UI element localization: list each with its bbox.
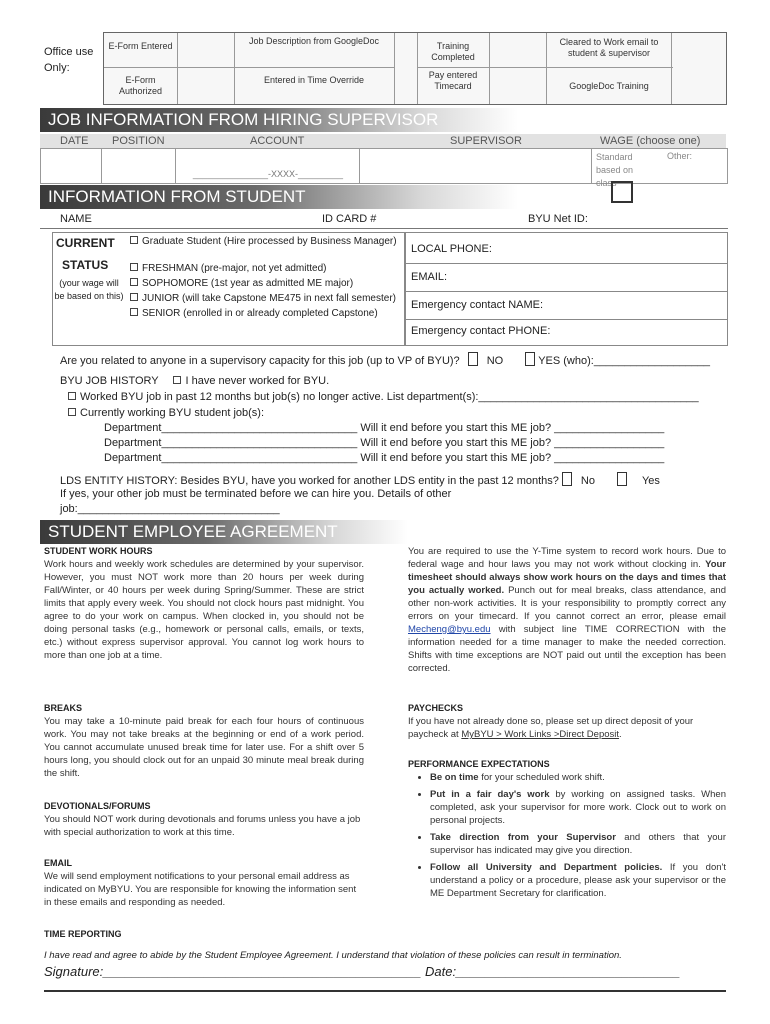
status-freshman[interactable]: FRESHMAN (pre-major, not yet admitted) xyxy=(130,263,327,274)
cleared-cell: Cleared to Work email to student & supervisor xyxy=(559,37,659,58)
status-label: STATUS xyxy=(62,258,109,272)
lds-history-row: LDS ENTITY HISTORY: Besides BYU, have you worked for another LDS entity in the past 12 months? No Yes xyxy=(60,472,660,487)
date-field[interactable]: Date:_______________________________ xyxy=(425,964,681,979)
email-field[interactable]: EMAIL: xyxy=(411,271,448,283)
currently-working-row: Currently working BYU student job(s): xyxy=(68,407,264,419)
dept-row[interactable]: Department________________________________ Will it end before you start this ME job? __________________ xyxy=(104,422,665,434)
dept-row[interactable]: Department________________________________ Will it end before you start this ME job? __________________ xyxy=(104,452,665,464)
lds-yes-checkbox[interactable] xyxy=(617,472,627,486)
wage-standard-option[interactable]: Standard based on class xyxy=(596,152,634,188)
status-note: (your wage will be based on this) xyxy=(54,278,124,301)
header-account: ACCOUNT xyxy=(250,135,305,147)
office-use-grid xyxy=(103,32,727,105)
header-position: POSITION xyxy=(112,135,165,147)
current-label: CURRENT xyxy=(56,236,115,250)
currently-working-checkbox[interactable] xyxy=(68,408,76,416)
job-info-banner: JOB INFORMATION FROM HIRING SUPERVISOR xyxy=(40,108,518,132)
student-info-banner: INFORMATION FROM STUDENT xyxy=(40,185,518,209)
related-question: Are you related to anyone in a supervisory capacity for this job (up to VP of BYU)? NO YES (who):___________________ xyxy=(60,352,710,367)
name-label: NAME xyxy=(60,213,92,225)
training-completed-cell: Training Completed xyxy=(431,41,475,62)
entered-time-cell: Entered in Time Override xyxy=(263,75,365,85)
work-hours-section: STUDENT WORK HOURS Work hours and weekly work schedules are determined by your supervisor. However, you must NOT work more than 20 hours per week during Fall/Winter, or 40 hours per week during Spring/Summer. These are strict limits that apply every week. You should not clock hours past midnight. You agree to do your work on campus. When clocked in, you should not be doing personal tasks (e.g., homework or personal calls, emails, or texts, etc.) without express supervisor approval. You cannot log work hours to more than one job at a time. xyxy=(44,546,364,661)
account-field[interactable]: _______________-XXXX-_________ xyxy=(192,169,344,179)
byu-net-id-label: BYU Net ID: xyxy=(528,213,588,225)
header-wage: WAGE (choose one) xyxy=(600,135,701,147)
breaks-section: BREAKS You may take a 10-minute paid break for each four hours of continuous work. You may not take breaks at the beginning or end of a work period. You cannot accumulate unused break time for later use. For a shift over 5 hours long, you should clock out for an unpaid 30 minute meal break during the shift. xyxy=(44,703,364,779)
perf-item: • Put in a fair day's work by working on assigned tasks. When completed, ask your supervisor for more work. Clock out to work on personal projects. xyxy=(430,788,726,827)
perf-item: • Be on time for your scheduled work shift. xyxy=(430,771,726,784)
id-card-label: ID CARD # xyxy=(322,213,377,225)
performance-section: PERFORMANCE EXPECTATIONS • Be on time for your scheduled work shift. • Put in a fair day's work by working on assigned tasks. When completed, ask your supervisor for more work. Clock out to work on personal projects. • Take direction from your Supervisor and others that your supervisor has indicated may give you direction. • Follow all University and Department policies. If you don't understand a policy or a procedure, please ask your supervisor or the ME Department Secretary for clarification. xyxy=(408,758,726,904)
ytime-section: You are required to use the Y-Time system to record work hours. Due to federal wage and hour laws you may not work without clocking in. Your timesheet should always show work hours on the days and times that you actually worked. Punch out for meal breaks, class attendance, and other non-work activities. It is your responsibility to promptly correct any errors on your timecard. If you cannot correct an error, please email Mecheng@byu.edu with subject line TIME CORRECTION with the information needed for a time manager to make the needed correction. Shifts with time exceptions are NOT paid out until the exception has been corrected. xyxy=(408,546,726,674)
office-use-label: Office use Only: xyxy=(44,46,94,74)
status-sophomore[interactable]: SOPHOMORE (1st year as admitted ME major) xyxy=(130,278,353,289)
googledoc-training-cell: GoogleDoc Training xyxy=(569,81,649,91)
perf-item: • Follow all University and Department policies. If you don't understand a policy or a procedure, please ask your supervisor or the ME Department Secretary for clarification. xyxy=(430,861,726,900)
job-desc-cell: Job Description from GoogleDoc xyxy=(248,36,380,46)
worked-past-checkbox[interactable] xyxy=(68,392,76,400)
job-info-row xyxy=(40,148,728,188)
header-date: DATE xyxy=(60,135,89,147)
status-junior[interactable]: JUNIOR (will take Capstone ME475 in next fall semester) xyxy=(130,293,396,304)
agreement-banner: STUDENT EMPLOYEE AGREEMENT xyxy=(40,520,408,544)
eform-entered-cell: E-Form Entered xyxy=(108,41,173,51)
header-supervisor: SUPERVISOR xyxy=(450,135,522,147)
lds-no-checkbox[interactable] xyxy=(562,472,572,486)
never-worked-checkbox[interactable] xyxy=(173,376,181,384)
job-history-row: BYU JOB HISTORY I have never worked for BYU. xyxy=(60,375,330,387)
acknowledge-text: I have read and agree to abide by the Student Employee Agreement. I understand that violation of these policies can result in termination. xyxy=(44,950,622,961)
eform-authorized-cell: E-Form Authorized xyxy=(118,75,163,96)
related-no-checkbox[interactable] xyxy=(468,352,478,366)
perf-item: • Take direction from your Supervisor and others that your supervisor has indicated may give you direction. xyxy=(430,831,726,857)
devotionals-section: DEVOTIONALS/FORUMS You should NOT work during devotionals and forums unless you have a job with special authorization to work at this time. xyxy=(44,801,361,838)
status-senior[interactable]: SENIOR (enrolled in or already completed Capstone) xyxy=(130,308,378,319)
status-graduate[interactable]: Graduate Student (Hire processed by Business Manager) xyxy=(130,236,397,247)
contact-box xyxy=(404,232,728,346)
pay-entered-cell: Pay entered Timecard xyxy=(428,70,478,91)
job-info-header-row xyxy=(40,134,726,148)
signature-field[interactable]: Signature:____________________________________________ xyxy=(44,964,422,979)
wage-checkbox[interactable] xyxy=(611,181,633,203)
dept-row[interactable]: Department________________________________ Will it end before you start this ME job? __________________ xyxy=(104,437,665,449)
time-reporting-heading: TIME REPORTING xyxy=(44,929,122,939)
direct-deposit-link[interactable]: MyBYU > Work Links >Direct Deposit xyxy=(461,729,620,740)
emergency-name-field[interactable]: Emergency contact NAME: xyxy=(411,299,544,311)
local-phone-field[interactable]: LOCAL PHONE: xyxy=(411,243,492,255)
wage-other-option[interactable]: Other: xyxy=(667,151,693,161)
paychecks-section: PAYCHECKS If you have not already done so, please set up direct deposit of your paycheck at MyBYU > Work Links >Direct Deposit. xyxy=(408,703,694,740)
bottom-rule xyxy=(44,990,726,992)
worked-past-row: Worked BYU job in past 12 months but job(s) no longer active. List department(s):____________________________________ xyxy=(68,391,699,403)
mecheng-email-link[interactable]: Mecheng@byu.edu xyxy=(408,624,491,635)
related-yes-checkbox[interactable] xyxy=(525,352,535,366)
email-section: EMAIL We will send employment notifications to your personal email address as indicated on MyBYU. You are responsible for knowing the information sent in these emails and responding as needed. xyxy=(44,858,357,908)
other-job-field[interactable]: job:_________________________________ xyxy=(60,503,280,515)
terminate-note: If yes, your other job must be terminated before we can hire you. Details of other xyxy=(60,488,452,500)
emergency-phone-field[interactable]: Emergency contact PHONE: xyxy=(411,325,551,337)
